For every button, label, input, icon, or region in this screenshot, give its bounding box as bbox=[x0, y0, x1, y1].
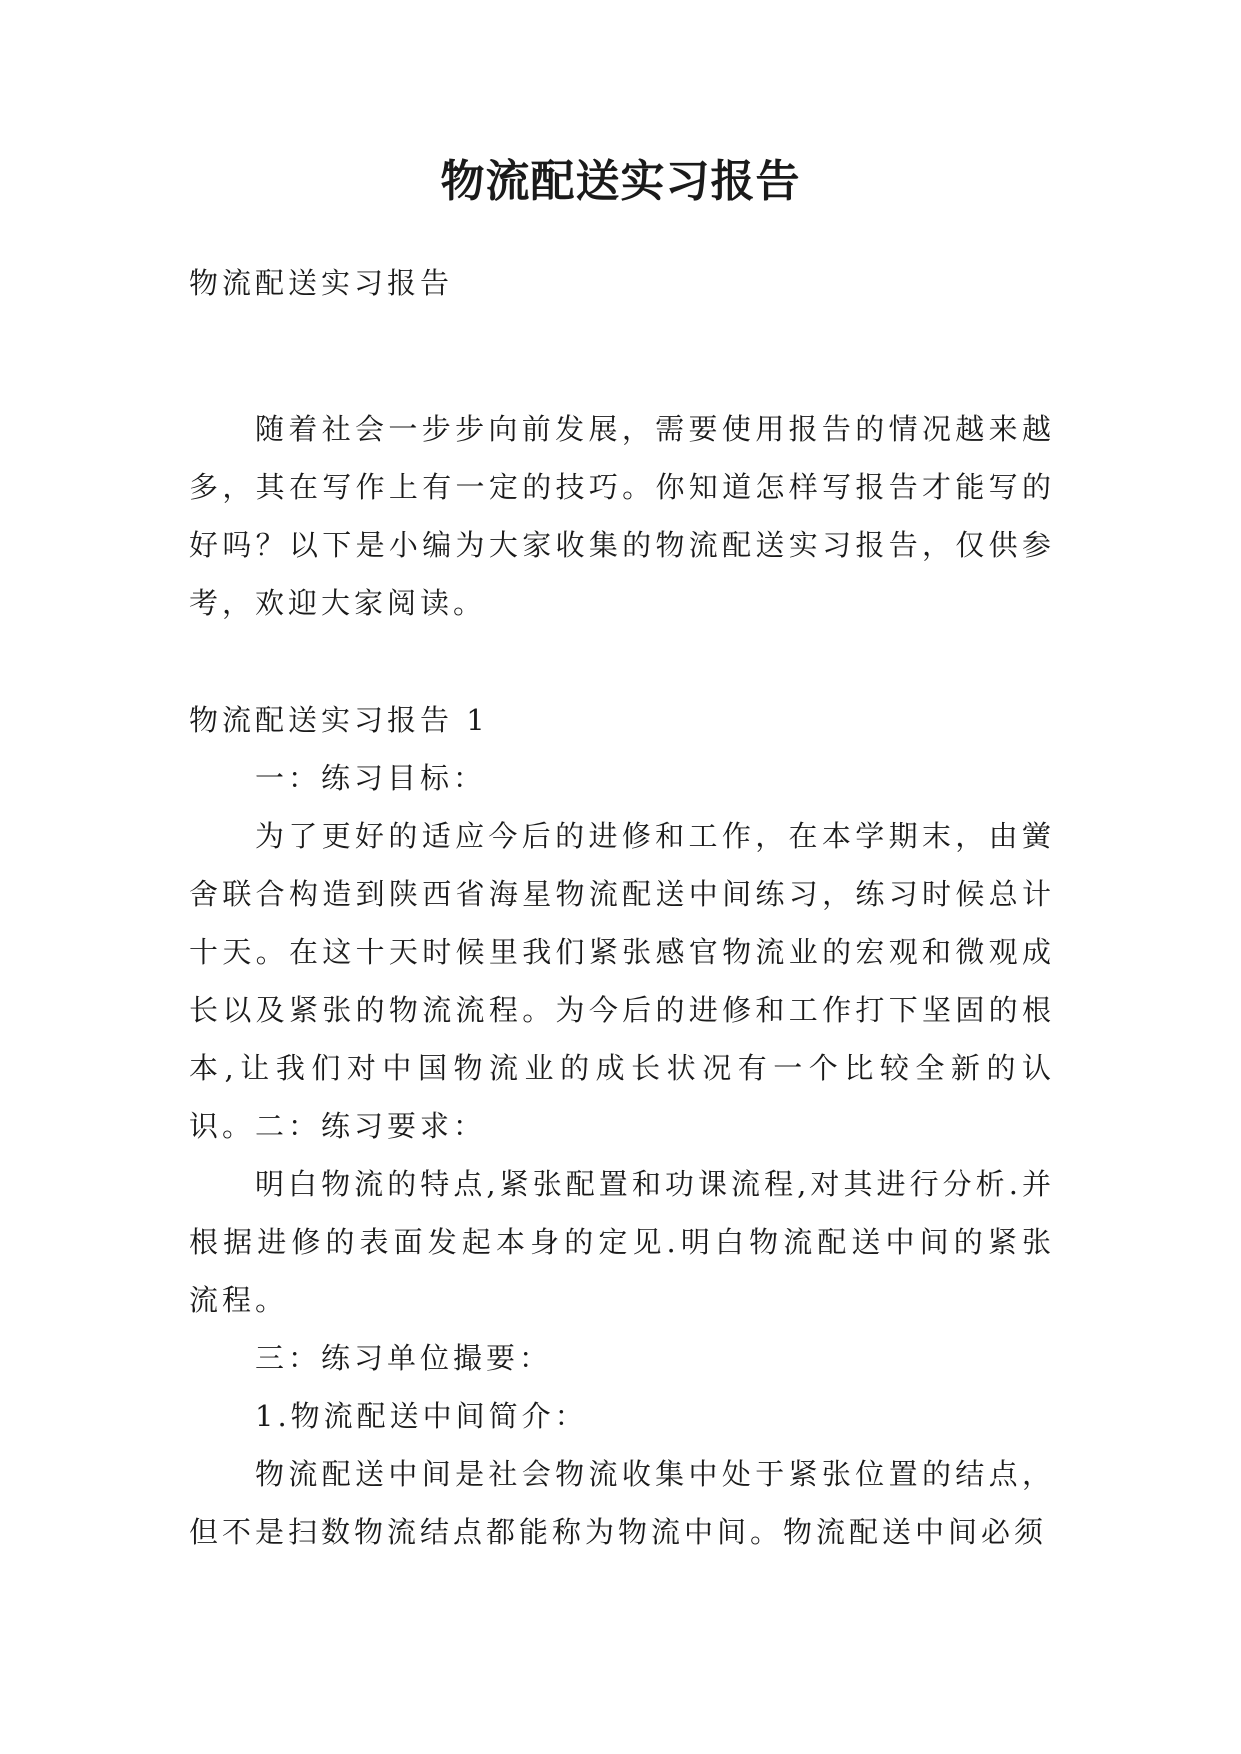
subheading-center-intro: 1.物流配送中间简介： bbox=[255, 1399, 588, 1433]
requirements-paragraph: 明白物流的特点,紧张配置和功课流程,对其进行分析.并根据进修的表面发起本身的定见.明白物流配送中间的紧张流程。 bbox=[189, 1167, 1055, 1317]
document-subtitle: 物流配送实习报告 bbox=[189, 266, 454, 300]
heading-goals: 一：练习目标： bbox=[255, 761, 487, 795]
page-title: 物流配送实习报告 bbox=[440, 156, 801, 207]
goals-paragraph: 为了更好的适应今后的进修和工作，在本学期末，由黉舍联合构造到陕西省海星物流配送中间练习，练习时候总计十天。在这十天时候里我们紧张感官物流业的宏观和微观成长以及紧张的物流流程。为今后的进修和工作打下坚固的根本,让我们对中国物流业的成长状况有一个比较全新的认识。 bbox=[189, 819, 1055, 1143]
heading-unit-summary: 三：练习单位撮要： bbox=[255, 1341, 553, 1375]
section-title: 物流配送实习报告 1 bbox=[189, 703, 489, 737]
intro-paragraph: 随着社会一步步向前发展，需要使用报告的情况越来越多，其在写作上有一定的技巧。你知道怎样写报告才能写的好吗？以下是小编为大家收集的物流配送实习报告，仅供参考，欢迎大家阅读。 bbox=[189, 412, 1055, 620]
center-intro-paragraph: 物流配送中间是社会物流收集中处于紧张位置的结点，但不是扫数物流结点都能称为物流中间。物流配送中间必须 bbox=[189, 1457, 1055, 1549]
heading-requirements: 二：练习要求： bbox=[255, 1109, 487, 1143]
